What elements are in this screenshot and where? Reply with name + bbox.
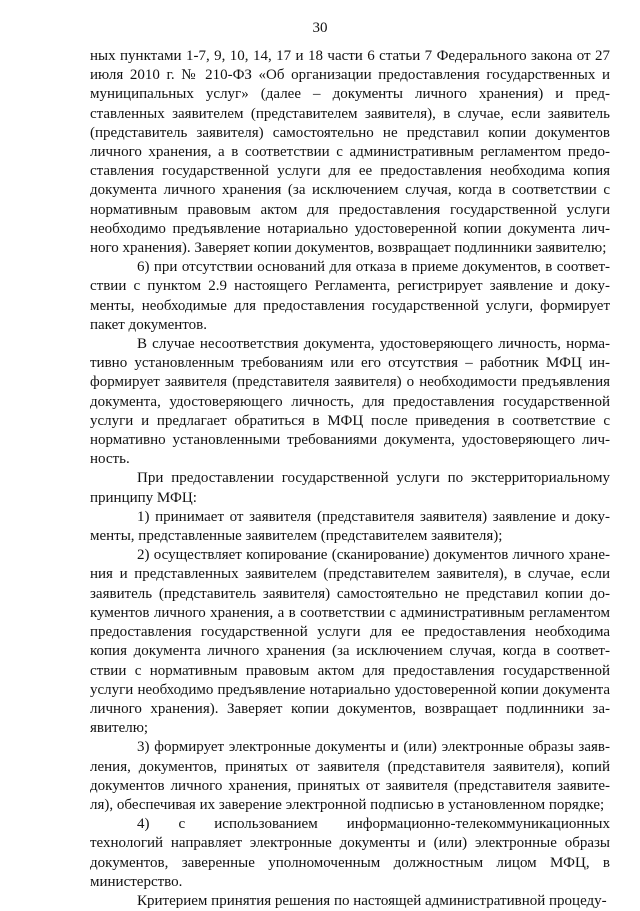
paragraph-continuation: ных пунктами 1-7, 9, 10, 14, 17 и 18 части 6 статьи 7 Федерального закона от 27 июля 2010 г. № 210-ФЗ «Об организации предоставления государственных и муниципальных услуг» (далее – документы личного хранения) и представленных заявителем (представителем заявителя), в случае, если заявитель (представитель заявителя) самостоятельно не представил копии документов личного хранения, а в соответствии с административным регламентом предоставления государственной услуги для ее предоставления необходима копия документа личного хранения (за исключением случая, когда в соответствии с нормативным правовым актом для предоставления государственной услуги необходимо предъявление нотариально удостоверенной копии документа личного хранения). Заверяет копии документов, возвращает подлинники заявителю; [90,48,610,257]
paragraph-item-1: 1) принимает от заявителя (представителя заявителя) заявление и документы, представленные заявителем (представителем заявителя); [90,508,610,545]
paragraph-item-3: 3) формирует электронные документы и (или) электронные образы заявления, документов, принятых от заявителя (представителя заявителя), копий документов личного хранения, принятых от заявителя (представителя заявителя), обеспечивая их заверение электронной подписью в установленном порядке; [90,739,610,813]
paragraph-item-4: 4) с использованием информационно-телекоммуникационных технологий направляет электронные документы и (или) электронные образы документов, заверенные уполномоченным должностным лицом МФЦ, в министерство. [90,816,610,890]
paragraph-extraterritorial-intro: При предоставлении государственной услуги по экстерриториальному принципу МФЦ: [90,470,610,506]
paragraph-item-2: 2) осуществляет копирование (сканирование) документов личного хранения и представленных заявителем (представителем заявителя), в случае, если заявитель (представитель заявителя) самостоятельно не представил копии документов личного хранения, а в соответствии с административным регламентом предоставления государственной услуги для ее предоставления необходима копия документа личного хранения (за исключением случая, когда в соответствии с нормативным правовым актом для предоставления государственной услуги необходимо предъявление нотариально удостоверенной копии документа личного хранения). Заверяет копии документов, возвращает подлинники заявителю; [90,547,610,737]
document-body [90,47,610,911]
paragraph-criterion: Критерием принятия решения по настоящей административной процеду- [137,892,607,909]
paragraph-item-6: 6) при отсутствии оснований для отказа в приеме документов, в соответствии с пунктом 2.9 настоящего Регламента, регистрирует заявление и документы, необходимые для предоставления государственной услуги, формирует пакет документов. [90,259,610,333]
page-number: 30 [312,20,328,36]
paragraph-identity-mismatch: В случае несоответствия документа, удостоверяющего личность, нормативно установленным требованиям или его отсутствия – работник МФЦ информирует заявителя (представителя заявителя) о необходимости предъявления документа, удостоверяющего личность, для предоставления государственной услуги и предлагает обратиться в МФЦ после приведения в соответствие с нормативно установленными требованиями документа, удостоверяющего личность. [90,336,610,468]
